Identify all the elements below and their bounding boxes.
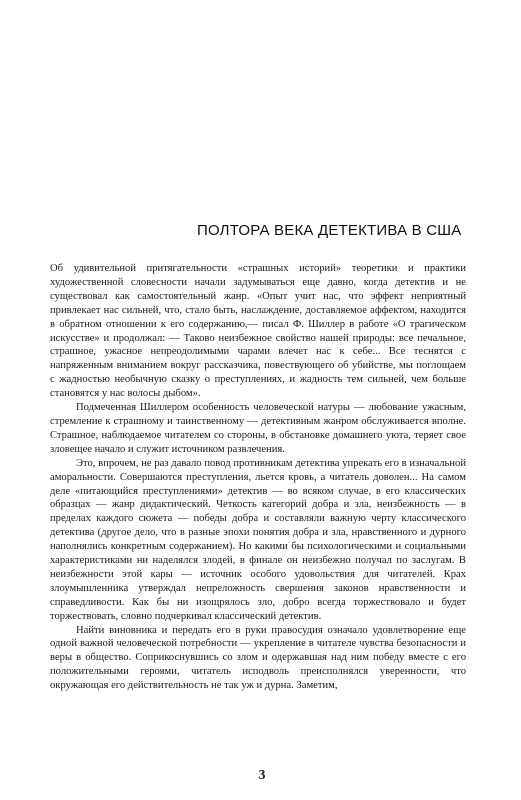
paragraph-3: Это, впрочем, не раз давало повод противникам детектива упрекать его в изначальной аморальности. Совершаются преступления, льется кровь, а читатель доволен... На самом деле «питающийся преступлениями» детектив — во всяком случае, в его классических образцах — жанр дидактический. Четкость категорий добра и зла, неизбежность — в пределах каждого сюжета — победы добра и составляли важную черту классического детектива (другое дело, что в разные эпохи понятия добра и зла, нравственного и дурного наполнялись конкретным содержанием). Но какими бы психологическими и социальными характеристиками ни наделялся злодей, в финале он неизбежно получал по заслугам. В неизбежности этой кары — источник особого удовольствия для читателей. Крах злоумышленника утверждал непреложность свершения законов нравственности и справедливости. Как бы ни изощрялось зло, добро всегда торжествовало и будет торжествовать, словно подчеркивал классический детектив.: [50, 457, 466, 622]
body-text: [50, 262, 466, 693]
paragraph-2: Подмеченная Шиллером особенность человеческой натуры — любование ужасным, стремление к страшному и таинственному — детективным жанром обслуживается вполне. Страшное, наблюдаемое читателем со стороны, в обстановке домашнего уюта, теряет свое зловещее начало и служит источником развлечения.: [50, 402, 466, 455]
paragraph-1: Об удивительной притягательности «страшных историй» теоретики и практики художественной словесности начали задумываться еще давно, когда детектив и не существовал как самостоятельный жанр. «Опыт учит нас, что эффект неприятный привлекает нас сильней, что, стало быть, наслаждение, доставляемое аффектом, находится в обратном отношении к его содержанию,— писал Ф. Шиллер в работе «О трагическом искусстве» и продолжал: — Таково неизбежное свойство нашей природы: все печальное, страшное, ужасное непреодолимыми чарами влечет нас к себе... Все теснятся с напряженным вниманием вокруг рассказчика, повествующего об убийстве, мы поглощаем с жадностью необычную сказку о преступлениях, и жадность тем сильней, чем больше становятся у нас волосы дыбом».: [50, 263, 466, 400]
page-number: 3: [258, 768, 266, 783]
page-title: ПОЛТОРА ВЕКА ДЕТЕКТИВА В США: [197, 222, 462, 239]
paragraph-4: Найти виновника и передать его в руки правосудия означало удовлетворение еще одной важной человеческой потребности — укрепление в читателе чувства безопасности и веры в общество. Соприкоснувшись со злом и одержавшая над ним победу вместе с его положительными героями, читатель исподволь преисполнялся уверенности, что окружающая его действительность не так уж и дурна. Заметим,: [50, 624, 466, 692]
